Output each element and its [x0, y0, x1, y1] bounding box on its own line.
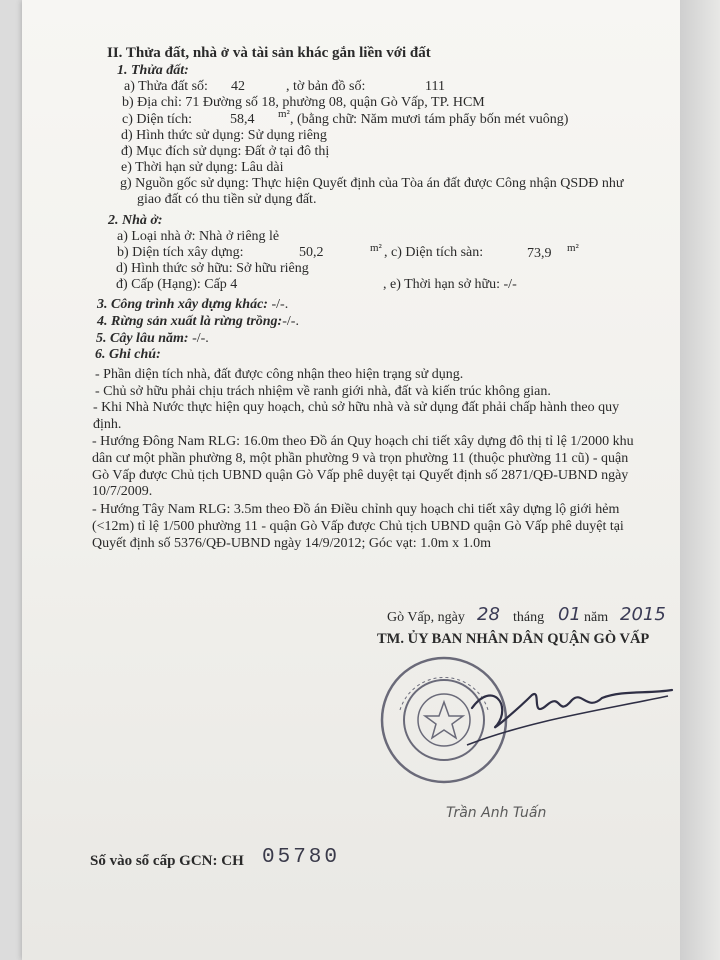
usage-origin: g) Nguồn gốc sử dụng: Thực hiện Quyết định của Tòa án đất được Công nhận QSDĐ như — [120, 176, 624, 191]
land-area-words: , (bằng chữ: Năm mươi tám phẩy bốn mét vuông) — [290, 112, 569, 127]
parcel-number-value: 42 — [231, 79, 245, 94]
note-item: - Hướng Đông Nam RLG: 16.0m theo Đồ án Quy hoạch chi tiết xây dựng đô thị tỉ lệ 1/2000 khu dân cư một phần phường 8, một phần phường 9 và trọn phường 11 (thuộc phường 11 cũ) - quận Gò Vấp được Chủ tịch UBND quận Gò Vấp phê duyệt tại Quyết định số 2871/QĐ-UBND ngày 10/7/2009. — [92, 434, 634, 500]
house-type: a) Loại nhà ở: Nhà ở riêng lẻ — [117, 229, 280, 244]
perennial-label: 5. Cây lâu năm: — [96, 331, 189, 346]
parcel-number-label: a) Thửa đất số: — [124, 79, 208, 94]
building-area-value: 50,2 — [299, 245, 324, 260]
issuing-authority: TM. ỦY BAN NHÂN DÂN QUẬN GÒ VẤP — [377, 631, 650, 647]
ownership-form: d) Hình thức sở hữu: Sở hữu riêng — [116, 261, 309, 276]
date-day: 28 — [477, 604, 500, 625]
forest-value: -/-. — [282, 314, 299, 329]
floor-area-unit: m² — [567, 242, 579, 254]
map-sheet-value: 111 — [425, 79, 445, 94]
usage-origin-cont: giao đất có thu tiền sử dụng đất. — [137, 192, 317, 207]
floor-area-value: 73,9 — [527, 246, 552, 261]
building-area-unit: m² — [370, 242, 382, 254]
other-works-value: -/-. — [267, 297, 289, 312]
usage-term: e) Thời hạn sử dụng: Lâu dài — [121, 160, 284, 175]
forest-label: 4. Rừng sản xuất là rừng trồng: — [97, 314, 283, 329]
building-area-label: b) Diện tích xây dựng: — [117, 245, 244, 260]
date-month: 01 — [558, 604, 581, 625]
address-line: b) Địa chỉ: 71 Đường số 18, phường 08, quận Gò Vấp, TP. HCM — [122, 95, 485, 110]
land-area-label: c) Diện tích: — [122, 112, 192, 127]
map-sheet-label: , tờ bản đồ số: — [286, 79, 366, 94]
date-place: Gò Vấp, ngày — [387, 610, 465, 625]
signer-name: Trần Anh Tuấn — [446, 805, 547, 821]
notes-heading: 6. Ghi chú: — [95, 347, 161, 362]
usage-purpose: đ) Mục đích sử dụng: Đất ở tại đô thị — [121, 144, 330, 159]
land-heading: 1. Thửa đất: — [117, 63, 189, 78]
registry-label: Số vào sổ cấp GCN: CH — [90, 853, 244, 869]
perennial-value: -/-. — [188, 331, 209, 346]
other-works-label: 3. Công trình xây dựng khác: — [97, 297, 268, 312]
usage-form: d) Hình thức sử dụng: Sử dụng riêng — [121, 128, 327, 143]
date-month-label: tháng — [513, 610, 545, 625]
ownership-term: , e) Thời hạn sở hữu: -/- — [383, 277, 517, 292]
note-item: - Hướng Tây Nam RLG: 3.5m theo Đồ án Điều chỉnh quy hoạch chi tiết xây dựng lộ giới hẻm (<12m) tỉ lệ 1/500 phường 11 - quận Gò Vấp được Chủ tịch UBND quận Gò Vấp phê duyệt tại Quyết định số 5376/QĐ-UBND ngày 14/9/2012; Góc vạt: 1.0m x 1.0m — [92, 502, 624, 551]
land-area-value: 58,4 — [230, 112, 255, 127]
house-grade: đ) Cấp (Hạng): Cấp 4 — [116, 277, 238, 292]
section-title: II. Thửa đất, nhà ở và tài sản khác gắn liền với đất — [107, 45, 431, 61]
note-item: - Khi Nhà Nước thực hiện quy hoạch, chủ sở hữu nhà và sử dụng đất phải chấp hành theo quy định. — [93, 400, 620, 432]
land-area-unit: m² — [278, 108, 290, 120]
house-heading: 2. Nhà ở: — [108, 213, 163, 228]
next-page-edge — [680, 0, 720, 960]
note-item: - Chủ sở hữu phải chịu trách nhiệm về ranh giới nhà, đất và kiến trúc không gian. — [95, 384, 551, 399]
official-seal-icon — [382, 658, 506, 782]
floor-area-label: , c) Diện tích sàn: — [384, 245, 484, 260]
seal-and-signature — [372, 650, 692, 800]
date-year-label: năm — [584, 610, 609, 625]
date-year: 2015 — [620, 604, 666, 625]
registry-number: 05780 — [262, 846, 341, 869]
note-item: - Phần diện tích nhà, đất được công nhận theo hiện trạng sử dụng. — [95, 367, 464, 382]
